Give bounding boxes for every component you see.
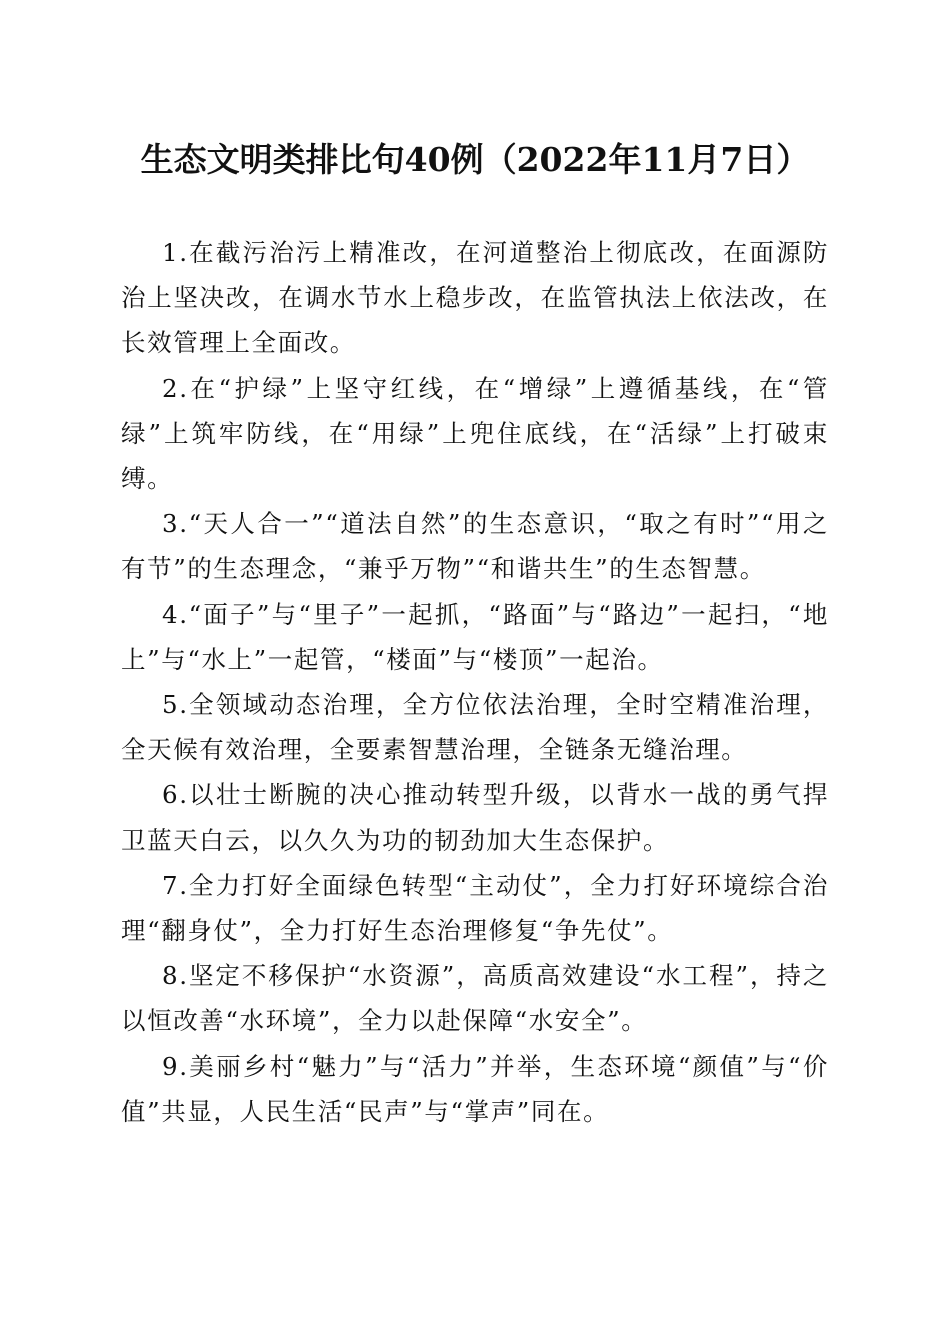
paragraph-6: 6.以壮士断腕的决心推动转型升级，以背水一战的勇气捍卫蓝天白云，以久久为功的韧劲加大生态保护。 [121,780,829,855]
paragraph-4: 4.“面子”与“里子”一起抓，“路面”与“路边”一起扫，“地上”与“水上”一起管，“楼面”与“楼顶”一起治。 [121,599,829,674]
paragraph-7: 7.全力打好全面绿色转型“主动仗”，全力打好环境综合治理“翻身仗”，全力打好生态治理修复“争先仗”。 [121,870,829,946]
paragraph-9: 9.美丽乡村“魅力”与“活力”并举，生态环境“颜值”与“价值”共显，人民生活“民声”与“掌声”同在。 [121,1051,829,1126]
paragraph-8: 8.坚定不移保护“水资源”，高质高效建设“水工程”，持之以恒改善“水环境”，全力以赴保障“水安全”。 [121,961,829,1036]
paragraph-5: 5.全领域动态治理，全方位依法治理，全时空精准治理，全天候有效治理，全要素智慧治理，全链条无缝治理。 [121,690,829,765]
document-body [121,230,829,1134]
document-title: 生态文明类排比句40例（2022年11月7日） [140,140,810,179]
paragraph-3: 3.“天人合一”“道法自然”的生态意识，“取之有时”“用之有节”的生态理念，“兼乎万物”“和谐共生”的生态智慧。 [121,509,829,584]
paragraph-1: 1.在截污治污上精准改，在河道整治上彻底改，在面源防治上坚决改，在调水节水上稳步改，在监管执法上依法改，在长效管理上全面改。 [121,238,829,358]
paragraph-2: 2.在“护绿”上坚守红线，在“增绿”上遵循基线，在“管绿”上筑牢防线，在“用绿”上兜住底线，在“活绿”上打破束缚。 [121,373,829,494]
